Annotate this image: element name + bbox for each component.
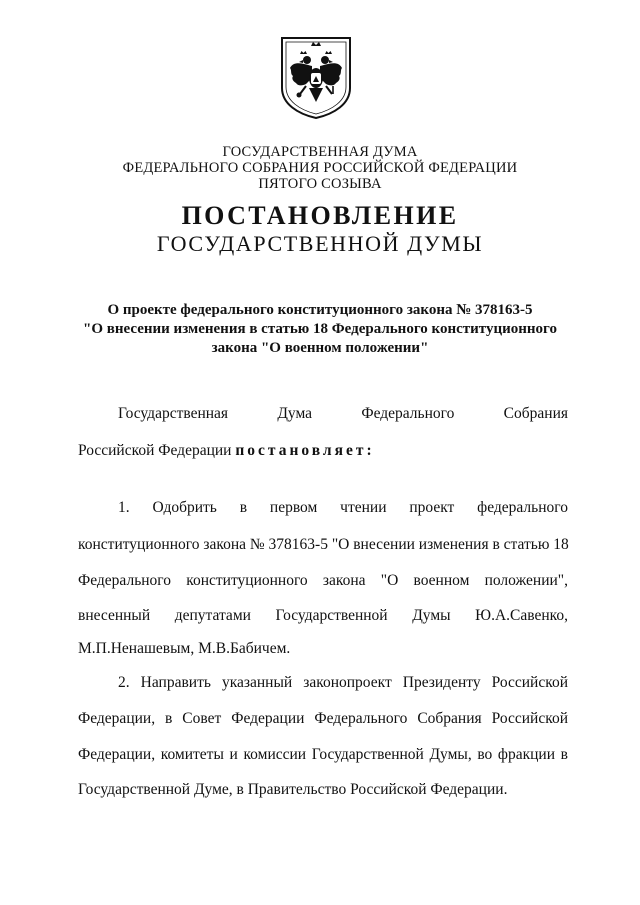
subject-line-2: "О внесении изменения в статью 18 Федерального конституционного (83, 321, 557, 337)
item1-line-3: Федерального конституционного закона "О военном положении", (78, 572, 568, 589)
item1-line-1: 1. Одобрить в первом чтении проект федерального (118, 499, 568, 516)
item2-line-2: Федерации, в Совет Федерации Федерального Собрания Российской (78, 710, 568, 727)
subject-line-3: закона "О военном положении" (211, 340, 429, 356)
document-title: ПОСТАНОВЛЕНИЕ (181, 201, 459, 230)
item2-line-1: 2. Направить указанный законопроект Президенту Российской (118, 674, 568, 691)
item1-line-5: М.П.Ненашевым, М.В.Бабичем. (78, 640, 291, 657)
item1-line-4: внесенный депутатами Государственной Думы Ю.А.Савенко, (78, 607, 568, 624)
header-line-duma: ГОСУДАРСТВЕННАЯ ДУМА (222, 144, 418, 160)
resolves-word: постановляет: (235, 442, 375, 459)
header-line-convocation: ПЯТОГО СОЗЫВА (258, 176, 382, 192)
coat-of-arms-emblem (276, 34, 356, 120)
item2-line-4: Государственной Думе, в Правительство Российской Федерации. (78, 781, 508, 798)
preamble-line-2 (78, 441, 568, 461)
document-subtitle: ГОСУДАРСТВЕННОЙ ДУМЫ (156, 231, 484, 256)
preamble-line-1: Государственная Дума Федерального Собрания (118, 405, 568, 422)
subject-line-1: О проекте федерального конституционного закона № 378163-5 (107, 302, 533, 318)
item1-line-2: конституционного закона № 378163-5 "О внесении изменения в статью 18 (78, 536, 569, 553)
double-headed-eagle-icon (276, 34, 356, 120)
preamble-text: Российской Федерации (78, 442, 236, 459)
item2-line-3: Федерации, комитеты и комиссии Государственной Думы, во фракции в (78, 746, 568, 763)
header-line-federal-assembly: ФЕДЕРАЛЬНОГО СОБРАНИЯ РОССИЙСКОЙ ФЕДЕРАЦИИ (122, 160, 518, 176)
